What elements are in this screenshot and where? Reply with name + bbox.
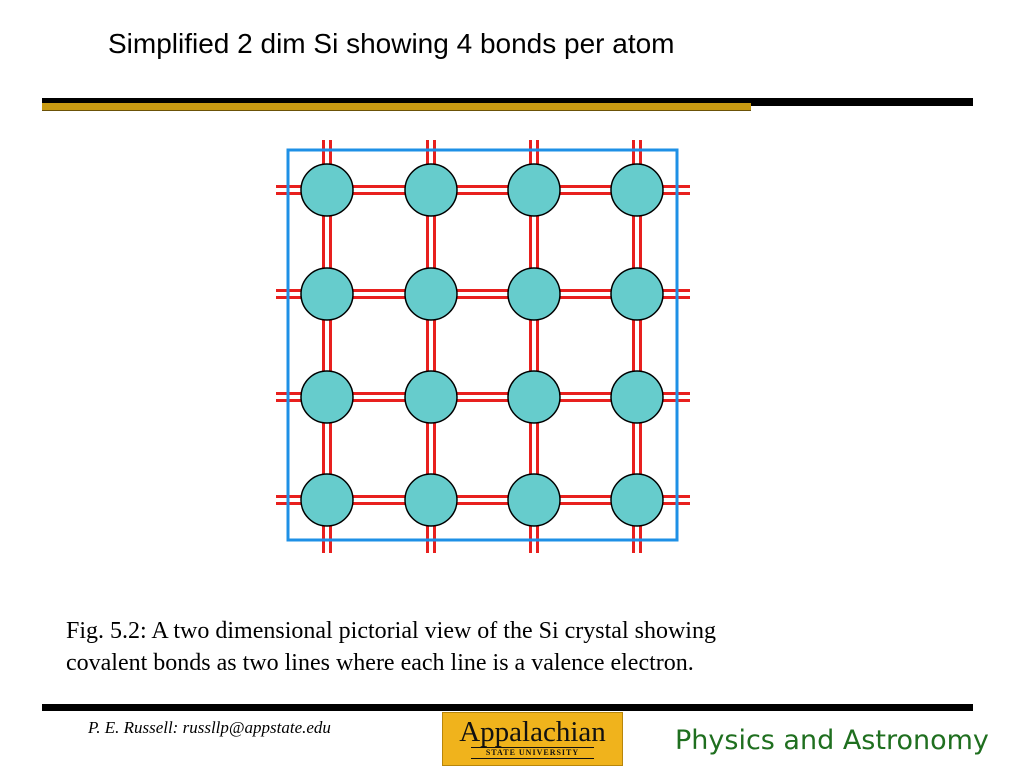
footer-author: P. E. Russell: russllp@appstate.edu (88, 718, 331, 737)
si-atom-r4-c2 (405, 474, 457, 526)
si-atom-r1-c2 (405, 164, 457, 216)
department-name: Physics and Astronomy (675, 725, 989, 756)
si-atom-r3-c1 (301, 371, 353, 423)
si-atom-r4-c1 (301, 474, 353, 526)
si-atom-r2-c4 (611, 268, 663, 320)
si-atom-r3-c2 (405, 371, 457, 423)
si-atom-r4-c3 (508, 474, 560, 526)
footer-divider (42, 704, 973, 711)
si-atom-r1-c3 (508, 164, 560, 216)
logo-main-text: Appalachian (459, 716, 606, 748)
slide-title: Simplified 2 dim Si showing 4 bonds per atom (108, 28, 675, 59)
caption-line-1: Fig. 5.2: A two dimensional pictorial view of the Si crystal showing (66, 618, 716, 644)
appalachian-logo (442, 712, 623, 766)
si-atom-r3-c4 (611, 371, 663, 423)
caption-line-2: covalent bonds as two lines where each line is a valence electron. (66, 650, 694, 676)
atoms-layer (301, 164, 663, 526)
si-atom-r4-c4 (611, 474, 663, 526)
figure-caption (66, 615, 926, 679)
si-atom-r1-c4 (611, 164, 663, 216)
si-atom-r1-c1 (301, 164, 353, 216)
si-atom-r2-c2 (405, 268, 457, 320)
logo-sub-text: STATE UNIVERSITY (471, 747, 594, 759)
si-atom-r3-c3 (508, 371, 560, 423)
si-atom-r2-c3 (508, 268, 560, 320)
si-atom-r2-c1 (301, 268, 353, 320)
